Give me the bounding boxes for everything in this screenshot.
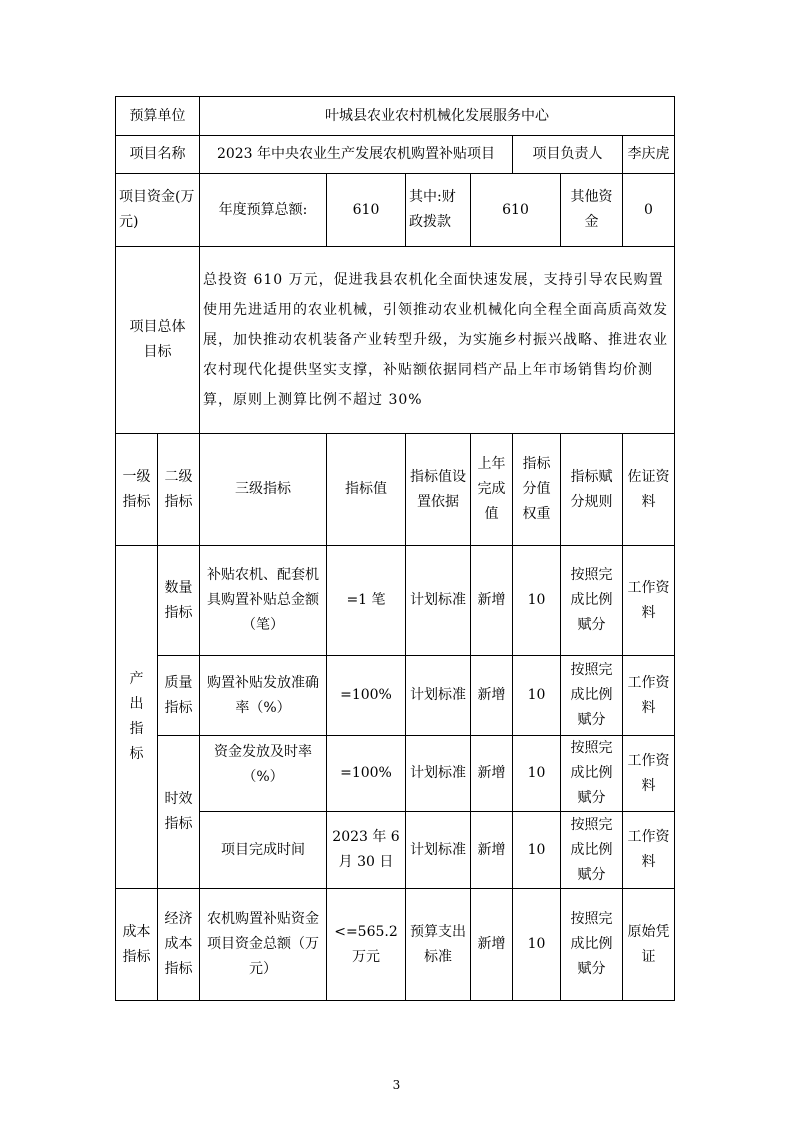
annual-budget-label: 年度预算总额:	[200, 174, 327, 247]
annual-budget-value: 610	[327, 174, 406, 247]
indicator-evidence: 原始凭证	[623, 889, 675, 1001]
owner-label: 项目负责人	[513, 136, 623, 174]
indicator-basis: 计划标准	[406, 656, 471, 736]
indicator-basis: 计划标准	[406, 812, 471, 889]
header-level2: 二级指标	[158, 434, 200, 546]
level3-label: 补贴农机、配套机具购置补贴总金额（笔）	[200, 546, 327, 656]
indicator-evidence: 工作资料	[623, 812, 675, 889]
header-evidence: 佐证资料	[623, 434, 675, 546]
indicator-value: 2023 年 6 月 30 日	[327, 812, 406, 889]
indicator-weight: 10	[513, 889, 561, 1001]
project-label: 项目名称	[116, 136, 200, 174]
unit-value: 叶城县农业农村机械化发展服务中心	[200, 97, 675, 136]
indicator-last: 新增	[471, 889, 513, 1001]
indicator-row	[116, 656, 675, 736]
indicator-evidence: 工作资料	[623, 656, 675, 736]
goal-row	[116, 247, 675, 434]
indicator-value: =1 笔	[327, 546, 406, 656]
page-number: 3	[392, 1078, 401, 1092]
level3-label: 购置补贴发放准确率（%）	[200, 656, 327, 736]
funds-label: 项目资金(万元)	[116, 174, 200, 247]
indicator-row	[116, 546, 675, 656]
fiscal-value: 610	[471, 174, 561, 247]
indicator-row	[116, 812, 675, 889]
indicator-weight: 10	[513, 736, 561, 812]
level2-label: 时效指标	[158, 736, 200, 889]
indicator-value: =100%	[327, 656, 406, 736]
indicator-rule: 按照完成比例赋分	[561, 546, 623, 656]
level3-label: 项目完成时间	[200, 812, 327, 889]
indicator-last: 新增	[471, 736, 513, 812]
header-value: 指标值	[327, 434, 406, 546]
header-rule: 指标赋分规则	[561, 434, 623, 546]
project-row	[116, 136, 675, 174]
indicator-rule: 按照完成比例赋分	[561, 736, 623, 812]
indicator-rule: 按照完成比例赋分	[561, 889, 623, 1001]
other-funds-value: 0	[623, 174, 675, 247]
header-level3: 三级指标	[200, 434, 327, 546]
indicator-basis: 预算支出标准	[406, 889, 471, 1001]
level3-label: 资金发放及时率（%）	[200, 736, 327, 812]
indicator-weight: 10	[513, 656, 561, 736]
fiscal-label: 其中:财政拨款	[406, 174, 471, 247]
header-row	[116, 434, 675, 546]
funds-row	[116, 174, 675, 247]
indicator-value: =100%	[327, 736, 406, 812]
indicator-rule: 按照完成比例赋分	[561, 656, 623, 736]
indicator-row	[116, 736, 675, 812]
budget-performance-table	[115, 96, 675, 1001]
output-indicator-label: 产出指标	[116, 546, 158, 889]
goal-label: 项目总体目标	[116, 247, 200, 434]
header-weight: 指标分值权重	[513, 434, 561, 546]
project-value: 2023 年中央农业生产发展农机购置补贴项目	[200, 136, 513, 174]
indicator-evidence: 工作资料	[623, 546, 675, 656]
indicator-basis: 计划标准	[406, 736, 471, 812]
header-last: 上年完成值	[471, 434, 513, 546]
header-level1: 一级指标	[116, 434, 158, 546]
indicator-value: <=565.2 万元	[327, 889, 406, 1001]
indicator-basis: 计划标准	[406, 546, 471, 656]
unit-row	[116, 97, 675, 136]
indicator-weight: 10	[513, 546, 561, 656]
level2-label: 数量指标	[158, 546, 200, 656]
indicator-row	[116, 889, 675, 1001]
indicator-weight: 10	[513, 812, 561, 889]
level3-label: 农机购置补贴资金项目资金总额（万元）	[200, 889, 327, 1001]
level2-label: 质量指标	[158, 656, 200, 736]
level2-label: 经济成本指标	[158, 889, 200, 1001]
indicator-last: 新增	[471, 546, 513, 656]
other-funds-label: 其他资金	[561, 174, 623, 247]
indicator-rule: 按照完成比例赋分	[561, 812, 623, 889]
header-basis: 指标值设置依据	[406, 434, 471, 546]
indicator-evidence: 工作资料	[623, 736, 675, 812]
indicator-last: 新增	[471, 812, 513, 889]
indicator-last: 新增	[471, 656, 513, 736]
owner-value: 李庆虎	[623, 136, 675, 174]
unit-label: 预算单位	[116, 97, 200, 136]
cost-indicator-label: 成本指标	[116, 889, 158, 1001]
goal-text: 总投资 610 万元，促进我县农机化全面快速发展，支持引导农民购置使用先进适用的农业机械，引领推动农业机械化向全程全面高质高效发展，加快推动农机装备产业转型升级，为实施乡村振兴战略、推进农业农村现代化提供坚实支撑，补贴额依据同档产品上年市场销售均价测算，原则上测算比例不超过 30%	[200, 247, 675, 434]
